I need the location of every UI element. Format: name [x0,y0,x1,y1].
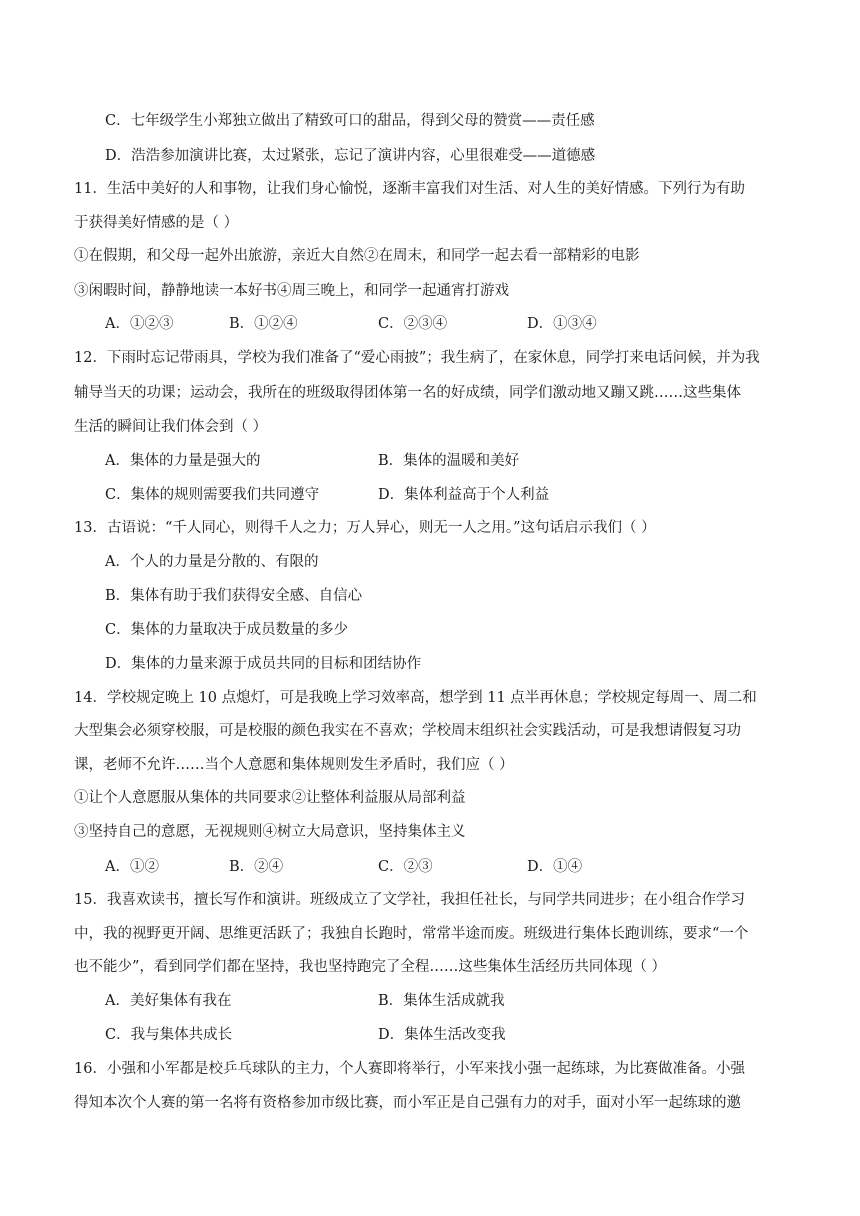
q13-option-d[interactable]: D．集体的力量来源于成员共同的目标和团结协作 [105,656,422,672]
q11-option-b[interactable]: B．①②④ [229,316,298,332]
q16-stem-line-2: 得知本次个人赛的第一名将有资格参加市级比赛，而小军正是自己强有力的对手，面对小军一起练球的邀 [74,1095,741,1111]
q14-option-d[interactable]: D．①④ [527,859,583,875]
q14-stem-line-1: 14．学校规定晚上 10 点熄灯，可是我晚上学习效率高，想学到 11 点半再休息；学校规定每周一、周二和 [74,690,757,706]
q11-stem-line-1: 11．生活中美好的人和事物，让我们身心愉悦，逐渐丰富我们对生活、对人生的美好情感。下列行为有助 [74,181,745,197]
q12-stem-line-2: 辅导当天的功课；运动会，我所在的班级取得团体第一名的好成绩，同学们激动地又蹦又跳……这些集体 [74,385,741,401]
q13-stem-line-1: 13．古语说：“千人同心，则得千人之力；万人异心，则无一人之用。”这句话启示我们（ ） [74,520,656,536]
q15-stem-line-1: 15．我喜欢读书，擅长写作和演讲。班级成立了文学社，我担任社长，与同学共同进步；在小组合作学习 [74,892,745,908]
q13-option-b[interactable]: B．集体有助于我们获得安全感、自信心 [105,588,363,604]
q11-item-line-1: ①在假期，和父母一起外出旅游，亲近大自然②在周末，和同学一起去看一部精彩的电影 [74,248,640,264]
q14-option-b[interactable]: B．②④ [229,859,284,875]
q12-stem-line-3: 生活的瞬间让我们体会到（ ） [74,419,268,435]
q14-item-line-1: ①让个人意愿服从集体的共同要求②让整体利益服从局部利益 [74,790,466,806]
q11-option-c[interactable]: C．②③④ [378,316,448,332]
q11-item-line-2: ③闲暇时间，静静地读一本好书④周三晚上，和同学一起通宵打游戏 [74,283,509,299]
q12-option-b[interactable]: B．集体的温暖和美好 [378,453,520,469]
q14-option-a[interactable]: A．①② [105,859,159,875]
q13-option-c[interactable]: C．集体的力量取决于成员数量的多少 [105,622,349,638]
q11-option-d[interactable]: D．①③④ [527,316,597,332]
q12-option-c[interactable]: C．集体的规则需要我们共同遵守 [105,487,320,503]
q14-option-c[interactable]: C．②③ [378,859,433,875]
q14-item-line-2: ③坚持自己的意愿，无视规则④树立大局意识，坚持集体主义 [74,824,466,840]
q12-option-d[interactable]: D．集体利益高于个人利益 [378,487,550,503]
q15-option-d[interactable]: D．集体生活改变我 [378,1027,506,1043]
q11-option-a[interactable]: A．①②③ [105,316,174,332]
q12-stem-line-1: 12．下雨时忘记带雨具，学校为我们准备了“爱心雨披”；我生病了，在家休息，同学打来电话问候，并为我 [74,350,760,366]
q12-option-a[interactable]: A．集体的力量是强大的 [105,453,261,469]
q15-option-b[interactable]: B．集体生活成就我 [378,993,505,1009]
q11-stem-line-2: 于获得美好情感的是（ ） [74,215,239,231]
q10-option-c[interactable]: C．七年级学生小郑独立做出了精致可口的甜品，得到父母的赞赏——责任感 [105,113,595,129]
q10-option-d[interactable]: D．浩浩参加演讲比赛，太过紧张，忘记了演讲内容，心里很难受——道德感 [105,148,596,164]
q15-option-c[interactable]: C．我与集体共成长 [105,1027,233,1043]
q13-option-a[interactable]: A．个人的力量是分散的、有限的 [105,554,319,570]
q16-stem-line-1: 16．小强和小军都是校乒乓球队的主力，个人赛即将举行，小军来找小强一起练球，为比赛做准备。小强 [74,1061,745,1077]
q14-stem-line-2: 大型集会必须穿校服，可是校服的颜色我实在不喜欢；学校周末组织社会实践活动，可是我想请假复习功 [74,723,741,739]
q15-option-a[interactable]: A．美好集体有我在 [105,993,232,1009]
q14-stem-line-3: 课，老师不允许……当个人意愿和集体规则发生矛盾时，我们应（ ） [74,757,514,773]
q15-stem-line-2: 中，我的视野更开阔、思维更活跃了；我独自长跑时，常常半途而废。班级进行集体长跑训练，要求“一个 [74,926,749,942]
q15-stem-line-3: 也不能少”，看到同学们都在坚持，我也坚持跑完了全程……这些集体生活经历共同体现（ ） [74,959,667,975]
